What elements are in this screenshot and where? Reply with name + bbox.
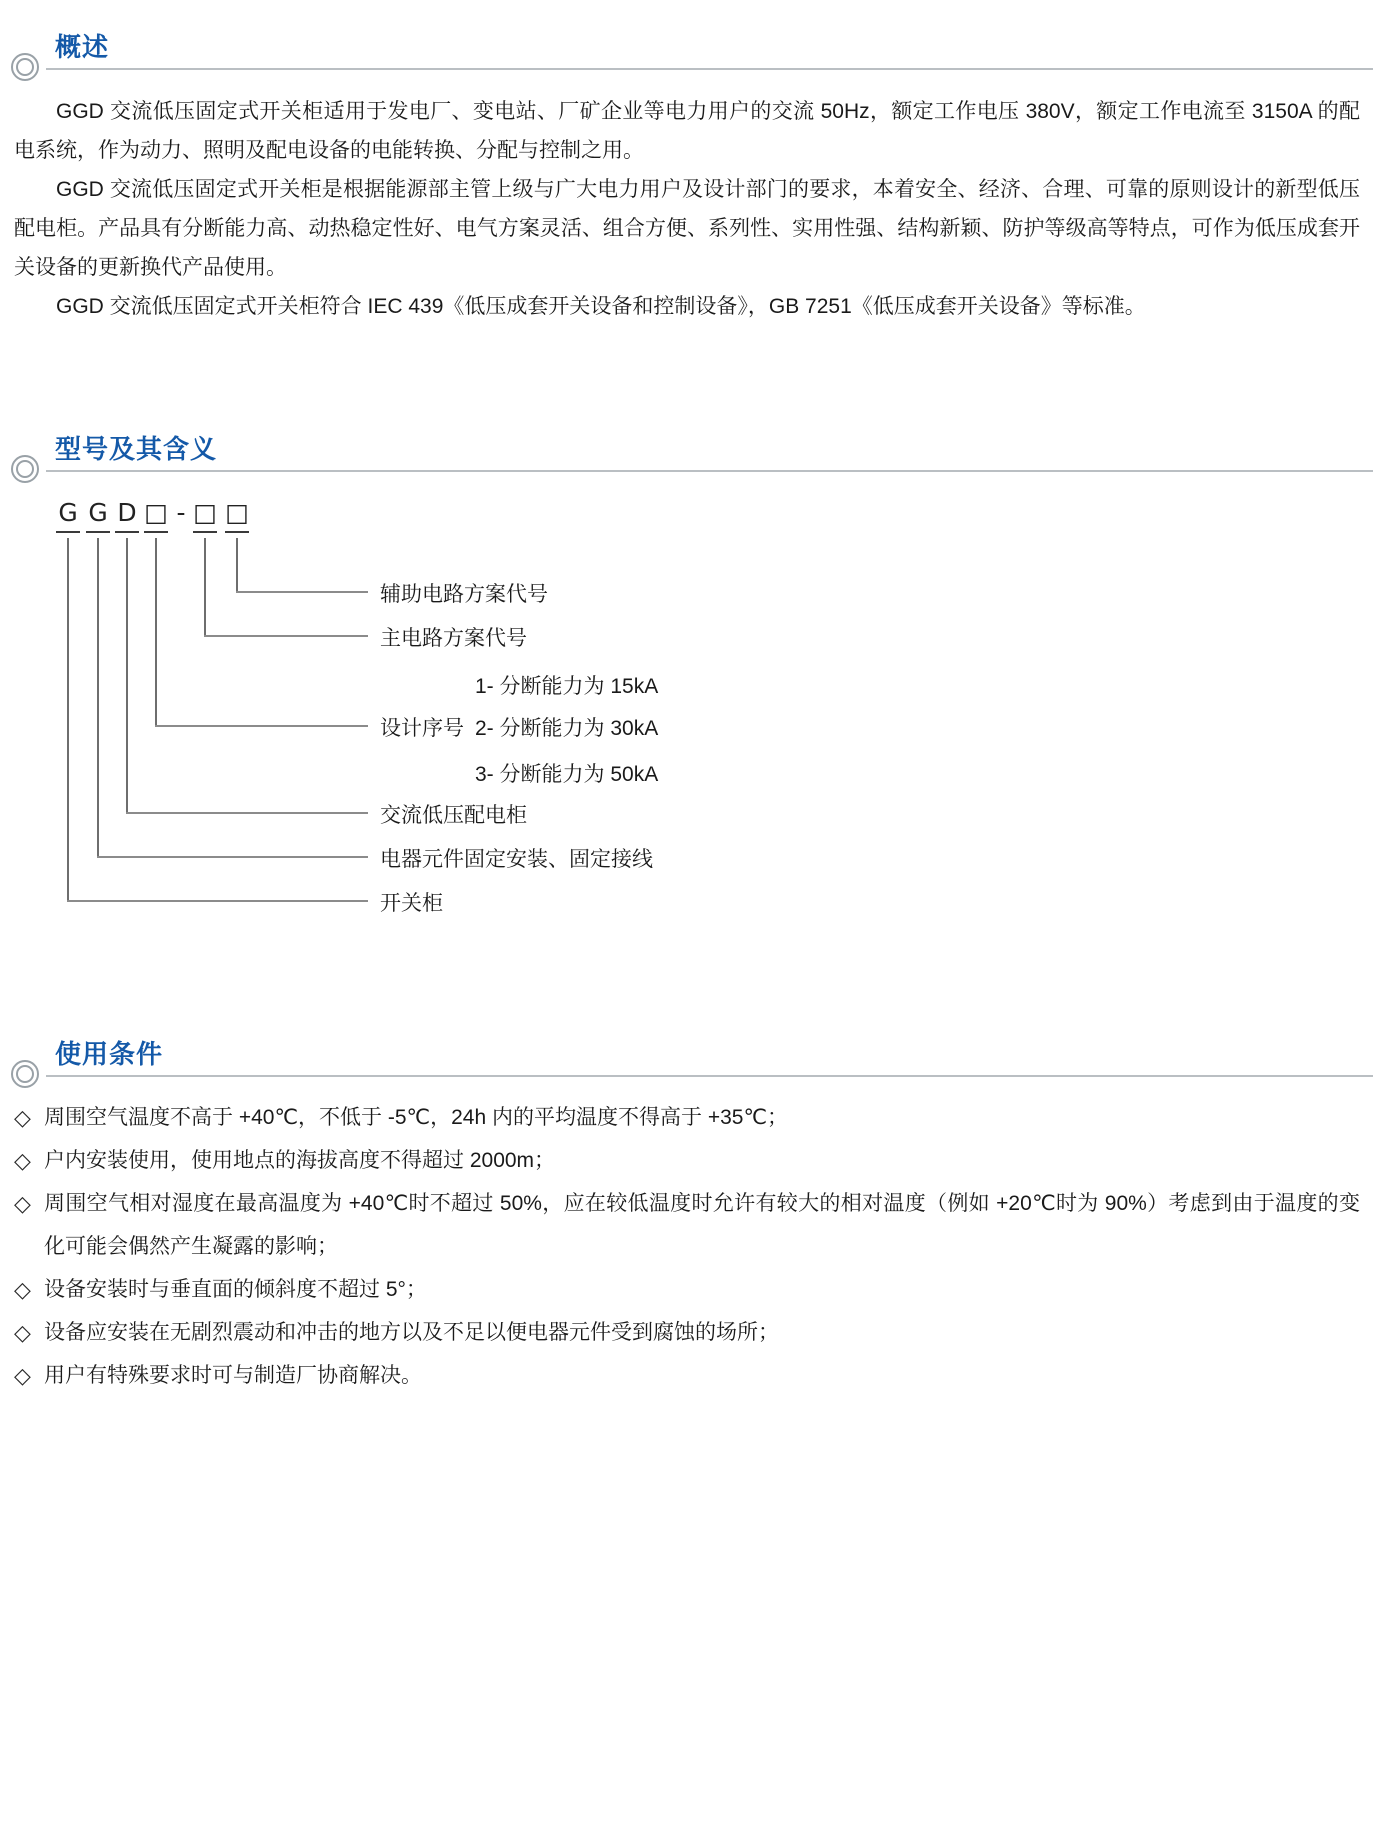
overview-paragraph: GGD 交流低压固定式开关柜适用于发电厂、变电站、厂矿企业等电力用户的交流 50Hz，额定工作电压 380V，额定工作电流至 3150A 的配电系统，作为动力、照明及配电设备的电能转换、分配与控制之用。	[14, 100, 1360, 162]
diagram-tick	[144, 531, 168, 533]
condition-item-text: 户内安装使用，使用地点的海拔高度不得超过 2000m；	[44, 1149, 556, 1172]
model-code-char: -	[176, 498, 186, 527]
condition-item	[14, 1139, 1360, 1182]
diagram-leader	[155, 725, 368, 727]
diamond-bullet-icon: ◇	[14, 1191, 31, 1216]
condition-item	[14, 1354, 1360, 1397]
diamond-bullet-icon: ◇	[14, 1277, 31, 1302]
overview-paragraph: GGD 交流低压固定式开关柜符合 IEC 439《低压成套开关设备和控制设备》，GB 7251《低压成套开关设备》等标准。	[56, 295, 1146, 318]
condition-item	[14, 1096, 1360, 1139]
diagram-tick	[193, 531, 217, 533]
diamond-bullet-icon: ◇	[14, 1320, 31, 1345]
diamond-bullet-icon: ◇	[14, 1148, 31, 1173]
diagram-leader	[67, 900, 368, 902]
overview-paragraph: GGD 交流低压固定式开关柜是根据能源部主管上级与广大电力用户及设计部门的要求，本着安全、经济、合理、可靠的原则设计的新型低压配电柜。产品具有分断能力高、动热稳定性好、电气方案灵活、组合方便、系列性、实用性强、结构新颖、防护等级高等特点，可作为低压成套开关设备的更新换代产品使用。	[14, 178, 1360, 279]
diagram-leader	[126, 812, 368, 814]
diamond-bullet-icon: ◇	[14, 1363, 31, 1388]
diagram-label-fixed-mounting: 电器元件固定安装、固定接线	[380, 848, 653, 871]
model-code-char: D	[117, 498, 137, 527]
condition-item-text: 设备应安装在无剧烈震动和冲击的地方以及不足以便电器元件受到腐蚀的场所；	[44, 1321, 779, 1344]
diagram-label-aux-circuit: 辅助电路方案代号	[380, 583, 548, 606]
condition-item-text: 用户有特殊要求时可与制造厂协商解决。	[44, 1364, 422, 1387]
section-ring-icon	[16, 1065, 34, 1083]
condition-item-text: 周围空气温度不高于 +40℃，不低于 -5℃，24h 内的平均温度不得高于 +35℃；	[44, 1106, 789, 1129]
diagram-vline	[155, 538, 157, 727]
diagram-leader	[97, 856, 368, 858]
section-header-model	[0, 422, 1373, 492]
model-code-diagram	[0, 490, 760, 935]
diagram-label-breaking-30ka: 2- 分断能力为 30kA	[475, 717, 659, 740]
section-title-model: 型号及其含义	[55, 434, 218, 464]
diagram-label-main-circuit: 主电路方案代号	[380, 627, 527, 650]
section-divider	[46, 470, 1373, 472]
diagram-tick	[115, 531, 139, 533]
section-title-overview: 概述	[55, 32, 110, 62]
condition-item-text: 设备安装时与垂直面的倾斜度不超过 5°；	[44, 1278, 427, 1301]
model-code-char: □	[144, 498, 168, 527]
condition-item	[14, 1268, 1360, 1311]
diagram-leader	[236, 591, 368, 593]
diagram-label-ac-lv-cabinet: 交流低压配电柜	[380, 804, 527, 827]
diagram-vline	[204, 538, 206, 637]
diamond-bullet-icon: ◇	[14, 1105, 31, 1130]
diagram-vline	[126, 538, 128, 814]
conditions-list	[14, 1096, 1360, 1397]
diagram-leader	[204, 635, 368, 637]
model-code-char: □	[193, 498, 217, 527]
model-code-char: G	[88, 498, 108, 527]
diagram-vline	[236, 538, 238, 593]
condition-item	[14, 1311, 1360, 1354]
model-code-char: □	[225, 498, 249, 527]
overview-text-block	[14, 92, 1360, 326]
diagram-tick	[86, 531, 110, 533]
diagram-label-breaking-50ka: 3- 分断能力为 50kA	[475, 763, 659, 786]
section-header-overview	[0, 20, 1373, 90]
section-divider	[46, 1075, 1373, 1077]
model-code-char: G	[58, 498, 78, 527]
diagram-vline	[97, 538, 99, 858]
diagram-label-design-serial: 设计序号	[380, 717, 464, 740]
diagram-label-switch-cabinet: 开关柜	[380, 892, 443, 915]
diagram-tick	[56, 531, 80, 533]
section-ring-icon	[16, 460, 34, 478]
section-title-conditions: 使用条件	[55, 1039, 164, 1069]
condition-item-text: 周围空气相对湿度在最高温度为 +40℃时不超过 50%，应在较低温度时允许有较大的相对温度（例如 +20℃时为 90%）考虑到由于温度的变化可能会偶然产生凝露的影响；	[44, 1192, 1360, 1258]
diagram-label-breaking-15ka: 1- 分断能力为 15kA	[475, 675, 659, 698]
section-divider	[46, 68, 1373, 70]
condition-item	[14, 1182, 1360, 1268]
diagram-tick	[225, 531, 249, 533]
section-ring-icon	[16, 58, 34, 76]
diagram-vline	[67, 538, 69, 902]
section-header-conditions	[0, 1027, 1373, 1097]
